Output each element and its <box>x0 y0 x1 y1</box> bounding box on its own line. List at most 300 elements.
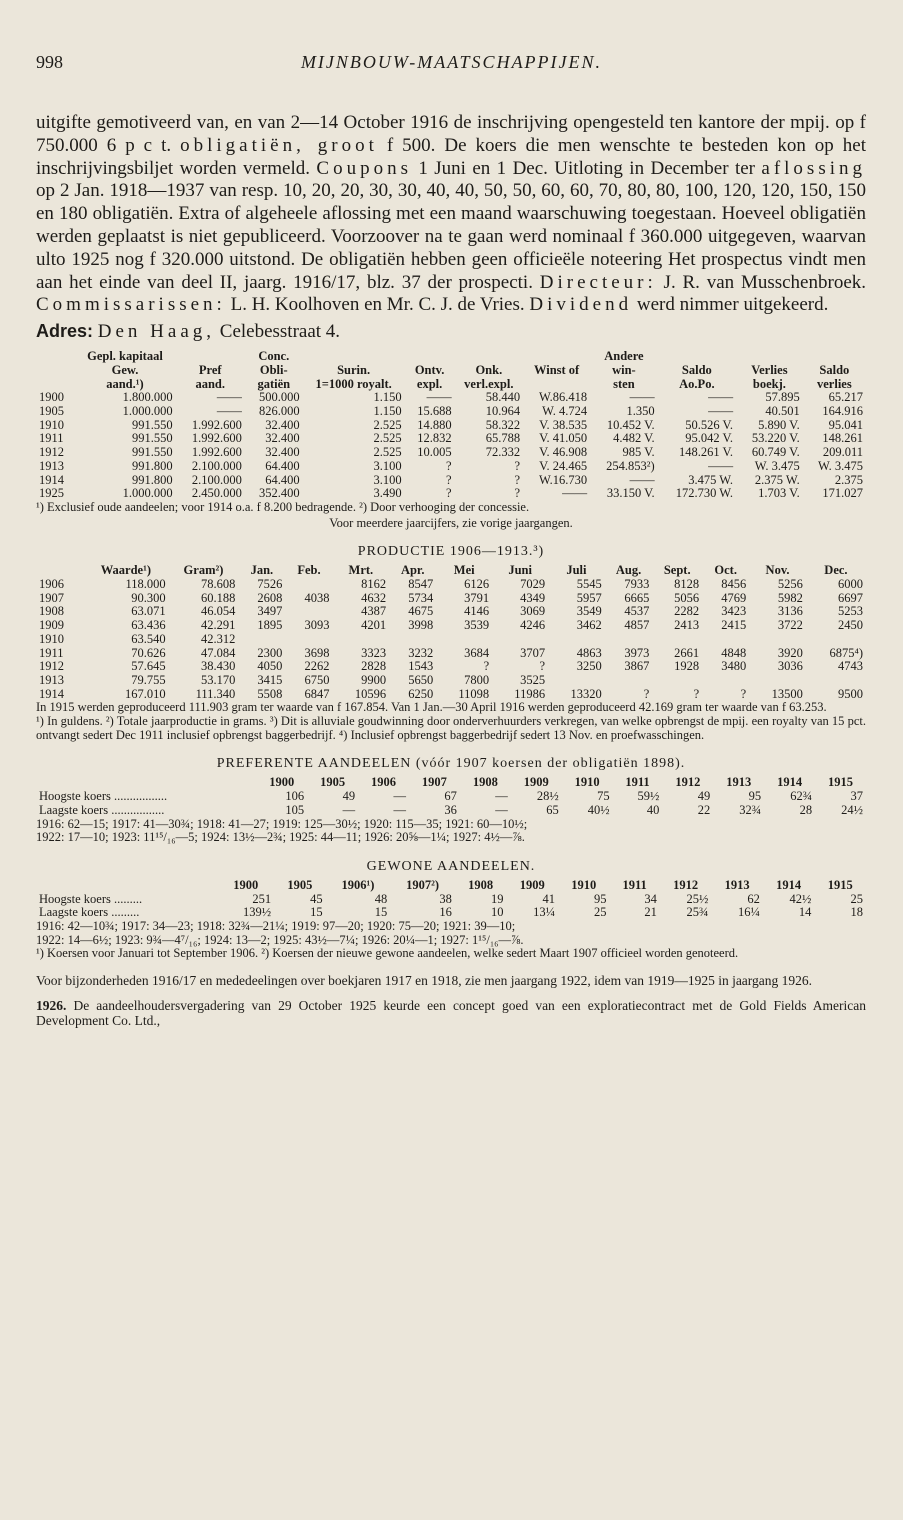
high-price-row-cell: 106 <box>285 789 305 804</box>
low-price-row-cell: 21 <box>644 905 657 920</box>
production-row-cell: ? <box>539 659 546 674</box>
production-row-cell: 1895 <box>257 618 283 633</box>
financial-header-cell: verlies <box>817 376 852 391</box>
production-row-cell: 111.340 <box>195 686 236 701</box>
production-text <box>36 701 866 742</box>
financial-header-cell <box>523 350 590 364</box>
financial-row-cell: 95.042 V. <box>685 431 734 446</box>
production-row-cell <box>749 633 806 647</box>
financial-row-cell: ? <box>446 486 452 501</box>
production-row-cell: ? <box>740 686 747 701</box>
production-row-cell: 1907 <box>39 590 64 605</box>
financial-row-cell: 1.150 <box>373 403 402 418</box>
financial-row-cell: —— <box>629 390 655 405</box>
low-price-row-cell: Laagste koers ......... <box>39 905 140 920</box>
financial-header-cell: Conc. <box>258 349 290 364</box>
financial-row-cell: —— <box>708 403 734 418</box>
production-row-cell: 3480 <box>721 659 747 674</box>
low-price-row-cell: 14 <box>798 905 812 920</box>
intro-text: f 750.000 6 p c t. <box>36 112 866 156</box>
production-row-cell: 1914 <box>39 686 64 701</box>
content <box>36 112 866 1028</box>
price-year-header-cell: 1907 <box>421 775 447 790</box>
production-header-cell: Gram²) <box>183 563 224 578</box>
price-year-header-cell: 1909 <box>523 775 549 790</box>
production-row-cell: 79.755 <box>131 672 166 687</box>
financial-row-cell: 1914 <box>39 472 64 487</box>
address-label: Adres: <box>36 321 94 342</box>
intro-spaced: Directeur: <box>539 271 657 293</box>
low-price-row-cell: 65 <box>546 802 559 817</box>
closing-paragraph: Voor bijzonderheden 1916/17 en mededeelingen over boekjaren 1917 en 1918, zie men jaargang 1922, idem van 1919—1925 in jaargang 1926. <box>36 973 813 989</box>
financial-row-cell: 32.400 <box>265 431 300 446</box>
production-row-cell: 118.000 <box>125 577 166 592</box>
intro-text: f 500. De koers die men wenschte te besteden kon op het inschrijvingsbiljet worden vermeld. <box>36 134 866 179</box>
production-row-cell: 63.071 <box>131 604 166 619</box>
production-row-cell: 1543 <box>408 659 434 674</box>
production-row-cell: 8128 <box>674 577 700 592</box>
low-price-row-cell: 36 <box>444 802 457 817</box>
production-row-cell: 3867 <box>624 659 650 674</box>
production-row-cell: 4743 <box>838 659 863 674</box>
financial-header-cell: Saldo <box>681 362 712 377</box>
production-row-cell: 3525 <box>520 672 546 687</box>
production-row-cell: 9500 <box>838 686 863 701</box>
production-row-cell: 70.626 <box>131 645 166 660</box>
production-row-cell: 60.188 <box>200 590 236 605</box>
production-row-cell: 6875⁴) <box>829 645 863 660</box>
financial-row-cell: 991.800 <box>131 472 173 487</box>
financial-row-cell: 65.788 <box>485 431 521 446</box>
financial-row-cell: 10.964 <box>485 403 521 418</box>
production-header-cell: Apr. <box>400 563 425 578</box>
financial-row-cell: W.86.418 <box>538 390 588 405</box>
production-row-cell <box>285 578 332 592</box>
price-year-header-cell: 1913 <box>726 775 752 790</box>
production-row-cell: 4146 <box>464 604 490 619</box>
financial-row-cell: 2.375 W. <box>754 472 800 487</box>
production-summary: In 1915 werden geproduceerd 111.903 gram ter waarde van f 167.854. Van 1 Jan.—30 April 1916 werden geproduceerd 42.169 gram ter waarde van f 63.253. <box>36 700 827 715</box>
financial-row-cell: 3.100 <box>373 458 402 473</box>
financial-header-cell: Surin. <box>337 362 371 377</box>
intro-text: werd nimmer uitgekeerd. <box>632 294 829 316</box>
production-row-cell: 3250 <box>576 659 602 674</box>
high-price-row-cell: Hoogste koers ................. <box>39 789 168 804</box>
financial-row-cell: W. 3.475 <box>817 458 863 473</box>
financial-row-cell: 148.261 V. <box>678 445 734 460</box>
financial-row-cell: 2.525 <box>373 431 402 446</box>
financial-header-cell: Winst of <box>533 362 580 377</box>
financial-row-cell: 95.041 <box>828 417 863 432</box>
financial-row-cell: 60.749 V. <box>751 445 800 460</box>
address-street: Celebesstraat 4. <box>219 321 341 343</box>
high-price-row-cell: 59½ <box>637 789 660 804</box>
production-row-cell: 4246 <box>520 618 546 633</box>
production-row-cell: 6665 <box>624 590 650 605</box>
financial-row <box>36 432 866 446</box>
gewone-title: GEWONE AANDEELEN. <box>366 858 536 874</box>
production-title: PRODUCTIE 1906—1913.³) <box>357 544 545 560</box>
intro-text: J. R. van Musschenbroek. <box>656 271 866 293</box>
production-row-cell <box>238 633 285 647</box>
financial-row-cell: 500.000 <box>259 390 300 405</box>
closing-year: 1926. <box>36 998 67 1014</box>
production-row-cell: 1909 <box>39 618 64 633</box>
production-row-cell: 2415 <box>721 618 747 633</box>
production-row-cell: 53.170 <box>200 672 236 687</box>
financial-row-cell: 2.100.000 <box>191 458 242 473</box>
production-row-cell: 8456 <box>721 577 747 592</box>
high-price-row-cell: 25½ <box>686 891 709 906</box>
financial-row-cell: 1.992.600 <box>191 417 242 432</box>
price-year-header-cell: 1912 <box>675 775 701 790</box>
financial-row-cell: ? <box>514 472 521 487</box>
production-header-cell: Nov. <box>765 563 790 578</box>
financial-row <box>36 460 866 474</box>
production-row-cell: 2262 <box>304 659 330 674</box>
financial-row-cell: 991.800 <box>131 458 173 473</box>
financial-header-cell: Ao.Po. <box>679 376 715 391</box>
production-header-cell <box>36 564 83 578</box>
production-row-cell: 8547 <box>408 577 434 592</box>
financial-row-cell: 1.150 <box>373 390 402 405</box>
low-price-row-cell: — <box>495 802 508 817</box>
production-row-cell: 3423 <box>721 604 747 619</box>
gewone-line: 1922: 14—6½; 1923: 9¾—4⁷/₁₆; 1924: 13—2; 1925: 43½—7¼; 1926: 20¼—1; 1927: 1¹⁵/₁₆—⅞. <box>36 932 524 947</box>
production-row-cell: 63.540 <box>131 631 166 646</box>
production-row-cell: 3497 <box>257 604 283 619</box>
production-row-cell <box>652 674 702 688</box>
high-price-row-cell: Hoogste koers ......... <box>39 891 143 906</box>
financial-row-cell: 10.452 V. <box>606 417 655 432</box>
production-row-cell: 1910 <box>39 631 64 646</box>
more-years-note: Voor meerdere jaarcijfers, zie vorige jaargangen. <box>329 515 573 530</box>
production-row-cell: 5256 <box>777 577 803 592</box>
financial-header-cell <box>176 350 245 364</box>
financial-row-cell: W. 4.724 <box>542 403 588 418</box>
price-year-header-cell: 1914 <box>776 877 802 892</box>
production-header-cell: Juni <box>508 563 532 578</box>
production-row-cell: 2608 <box>257 590 283 605</box>
price-year-header-cell: 1905 <box>320 775 346 790</box>
low-price-row-cell: — <box>342 802 356 817</box>
production-row-cell <box>605 674 653 688</box>
financial-row-cell: 1.000.000 <box>122 403 173 418</box>
high-price-row-cell: 42½ <box>789 891 812 906</box>
production-row-cell: 3539 <box>464 618 490 633</box>
low-price-row-cell: 15 <box>310 905 323 920</box>
price-year-header-cell: 1913 <box>724 877 750 892</box>
low-price-row-cell: 25¾ <box>686 905 709 920</box>
production-row-cell: ? <box>643 686 650 701</box>
production-row-cell: 6750 <box>304 672 330 687</box>
financial-row-cell: 58.440 <box>485 390 521 405</box>
production-row-cell: 2450 <box>838 618 863 633</box>
financial-footnote: ¹) Exclusief oude aandeelen; voor 1914 o.a. f 8.200 bedragende. ²) Door verhooging der concessie. <box>36 499 530 514</box>
high-price-row-cell: 38 <box>439 891 452 906</box>
production-row-cell: 13320 <box>570 686 602 701</box>
financial-row-cell: V. 24.465 <box>539 458 588 473</box>
low-price-row-cell: 40½ <box>587 802 610 817</box>
production-row <box>36 674 866 688</box>
financial-row <box>36 446 866 460</box>
intro-text: op 2 Jan. 1918—1937 van resp. 10, 20, 20, 30, 30, 40, 40, 50, 50, 60, 60, 70, 80, 80, 100, 120, 120, 150, 150 en 180 obligatiën. Extra of algeheele aflossing met een maand waarschuwing toegestaan. Hoeveel obligatiën werden geplaatst is niet gepubliceerd. Voorzoover na te gaan werd nominaal f 360.000 uitgegeven, waarvan ulto 1925 nog f 320.000 uitstond. De obligatiën hebben geen officieële noteering Het prospectus vindt men aan het einde van deel II, jaarg. 1916/17, blz. 37 der prospecti. <box>36 180 866 293</box>
financial-header-cell <box>455 350 523 364</box>
production-row-cell: 5734 <box>408 590 434 605</box>
high-price-row-cell: 95 <box>593 891 607 906</box>
production-row-cell: 8162 <box>361 577 387 592</box>
financial-row-cell: 826.000 <box>259 403 300 418</box>
intro-spaced: Dividend <box>529 294 633 316</box>
price-year-header-cell <box>36 776 256 790</box>
financial-header-cell: expl. <box>416 376 443 391</box>
production-row-cell: 7933 <box>624 577 650 592</box>
financial-row-cell: W. 3.475 <box>754 458 800 473</box>
high-price-row-cell: 25 <box>850 891 863 906</box>
production-row <box>36 619 866 633</box>
financial-row-cell: 2.375 <box>834 472 863 487</box>
production-row-cell: 5056 <box>674 590 700 605</box>
production-row <box>36 688 866 702</box>
high-price-row-cell: 41 <box>542 891 555 906</box>
financial-row-cell: 50.526 V. <box>685 417 734 432</box>
financial-header-cell: sten <box>613 376 635 391</box>
production-row-cell: 1906 <box>39 577 64 592</box>
production-row-cell: 6250 <box>408 686 434 701</box>
production-row-cell <box>389 633 436 647</box>
financial-header-cell: 1=1000 royalt. <box>315 376 392 391</box>
financial-row-cell: 991.550 <box>131 417 173 432</box>
financial-row-cell: 4.482 V. <box>613 431 655 446</box>
production-row-cell: 63.436 <box>131 618 166 633</box>
production-row-cell: 4675 <box>408 604 434 619</box>
production-row-cell: 2828 <box>361 659 387 674</box>
financial-row-cell: 1913 <box>39 458 64 473</box>
production-row-cell: 3698 <box>304 645 330 660</box>
financial-row-cell: 1.992.600 <box>191 431 242 446</box>
production-row-cell <box>605 633 653 647</box>
intro-text: 1 Juni en 1 Dec. Uitloting in December ter <box>411 157 762 179</box>
financial-header-cell <box>658 350 736 364</box>
financial-row-cell: —— <box>629 472 655 487</box>
production-row-cell: 38.430 <box>200 659 236 674</box>
low-price-row-cell: 10 <box>490 905 504 920</box>
price-year-header-cell: 1911 <box>625 775 650 790</box>
production-header-cell: Juli <box>566 563 587 578</box>
financial-header-cell: Saldo <box>819 362 850 377</box>
production-row-cell <box>749 674 806 688</box>
financial-row-cell: 2.450.000 <box>191 486 242 501</box>
production-row-cell: 3684 <box>464 645 490 660</box>
financial-row-cell: 985 V. <box>622 445 655 460</box>
production-footnote: ¹) In guldens. ²) Totale jaarproductie in grams. ³) Dit is alluviale goudwinning door onderverhuurders verkregen, van welke opbrengst de mpij. een royalty van 15 pct. ontvangt sedert Dec 1911 inclusief opbrengst baggerbedrijf. ⁴) Inclusief opbrengst baggerbedrijf sedert 13 Nov. en proefwasschingen. <box>36 714 866 742</box>
financial-row <box>36 405 866 419</box>
financial-row-cell: 1.000.000 <box>122 486 173 501</box>
financial-row-cell: V. 46.908 <box>539 445 588 460</box>
production-row-cell: 10596 <box>354 686 387 701</box>
price-year-header-cell: 1915 <box>828 775 854 790</box>
preferent-lines <box>36 818 866 845</box>
production-row-cell: 3415 <box>257 672 283 687</box>
high-price-row <box>36 790 866 804</box>
financial-row-cell: V. 38.535 <box>539 417 588 432</box>
financial-row-cell: —— <box>708 390 734 405</box>
low-price-row-cell: 16 <box>439 905 452 920</box>
production-row-cell: 42.291 <box>200 618 236 633</box>
financial-row-cell: 2.100.000 <box>191 472 242 487</box>
production-row-cell: 3136 <box>777 604 803 619</box>
financial-row-cell: 1912 <box>39 445 64 460</box>
high-price-row-cell: 48 <box>374 891 388 906</box>
production-header-cell: Dec. <box>824 563 848 578</box>
production-table <box>36 564 866 701</box>
production-header-cell: Mei <box>453 563 475 578</box>
production-row-cell: 4349 <box>520 590 546 605</box>
price-year-header-cell: 1900 <box>269 775 295 790</box>
high-price-row-cell: 62¾ <box>790 789 813 804</box>
production-row-cell: 9900 <box>361 672 387 687</box>
high-price-row-cell: 49 <box>342 789 356 804</box>
financial-row-cell: 148.261 <box>822 431 863 446</box>
financial-header-cell <box>803 350 866 364</box>
production-row-cell <box>702 633 749 647</box>
preferent-line: 1916: 62—15; 1917: 41—30¾; 1918: 41—27; 1919: 125—30½; 1920: 115—35; 1921: 60—10½; <box>36 816 528 831</box>
financial-header-cell: win- <box>612 362 636 377</box>
financial-header-cell <box>36 364 74 378</box>
production-row-cell: 57.645 <box>131 659 166 674</box>
financial-row-cell: 5.890 V. <box>758 417 800 432</box>
production-row-cell: 3036 <box>777 659 803 674</box>
financial-header-cell <box>523 378 590 392</box>
low-price-row-cell: 18 <box>850 905 863 920</box>
financial-header-cell: Gew. <box>111 362 139 377</box>
financial-row-cell: 1925 <box>39 486 64 501</box>
low-price-row-cell: 24½ <box>841 802 863 817</box>
production-row-cell: 1911 <box>39 645 64 660</box>
production-row-cell: 46.054 <box>200 604 236 619</box>
production-row-cell: 4848 <box>721 645 747 660</box>
financial-row-cell: 14.880 <box>417 417 452 432</box>
production-row-cell: 4632 <box>361 590 387 605</box>
financial-row-cell: 1.992.600 <box>191 445 242 460</box>
financial-header-cell <box>303 350 405 364</box>
financial-header-cell <box>36 350 74 364</box>
closing-paragraph: De aandeelhoudersvergadering van 29 October 1925 keurde een concept goed van een exploratiecontract met de Gold Fields American Development Co. Ltd., <box>36 998 866 1029</box>
financial-row-cell: 72.332 <box>485 445 521 460</box>
price-year-header-cell: 1905 <box>287 877 313 892</box>
financial-row-cell: 3.100 <box>373 472 402 487</box>
production-header-cell: Mrt. <box>348 563 374 578</box>
financial-row-cell: 12.832 <box>417 431 452 446</box>
production-row-cell: 7800 <box>464 672 490 687</box>
financial-row-cell: 991.550 <box>131 431 173 446</box>
low-price-row-cell: 16¼ <box>738 905 760 920</box>
financial-header-cell: Verlies <box>751 362 788 377</box>
price-year-header-cell: 1912 <box>673 877 699 892</box>
production-row-cell <box>806 633 866 647</box>
gewone-footnote: ¹) Koersen voor Januari tot September 1906. ²) Koersen der nieuwe gewone aandeelen, welke sedert Maart 1907 officieel worden genoteerd. <box>36 946 739 961</box>
production-row-cell: 5650 <box>408 672 434 687</box>
production-row-cell: ? <box>483 659 490 674</box>
financial-row <box>36 487 866 501</box>
production-row-cell <box>702 674 749 688</box>
production-row-cell: 3998 <box>408 618 434 633</box>
production-row-cell: 7526 <box>257 577 283 592</box>
intro-text: L. H. Koolhoven en Mr. C. J. de Vries. <box>225 294 530 316</box>
financial-row-cell: —— <box>216 403 242 418</box>
production-row-cell: 4050 <box>257 659 283 674</box>
production-row-cell: 4857 <box>624 618 650 633</box>
high-price-row-cell: 95 <box>748 789 762 804</box>
financial-header-cell: gatiën <box>257 376 291 391</box>
production-row-cell: 3462 <box>576 618 602 633</box>
production-row-cell <box>548 674 605 688</box>
closing-text <box>36 973 866 1028</box>
production-row-cell: 4769 <box>721 590 747 605</box>
financial-row <box>36 474 866 488</box>
price-year-header-cell: 1906 <box>371 775 397 790</box>
production-header-cell: Sept. <box>663 563 691 578</box>
intro-spaced: obligatiën, groot <box>180 134 378 156</box>
production-row-cell: 7029 <box>520 577 546 592</box>
financial-row-cell: 65.217 <box>828 390 863 405</box>
production-row <box>36 647 866 661</box>
production-row <box>36 578 866 592</box>
production-row-cell: 3069 <box>520 604 546 619</box>
low-price-row <box>36 804 866 818</box>
financial-row-cell: 1910 <box>39 417 64 432</box>
high-price-row-cell: 34 <box>644 891 657 906</box>
production-row-cell: 6000 <box>838 577 863 592</box>
financial-header-cell: aand.¹) <box>106 376 144 391</box>
financial-header-cell: Onk. <box>475 362 503 377</box>
financial-row-cell: V. 41.050 <box>539 431 588 446</box>
financial-header-cell: Obli- <box>259 362 288 377</box>
production-row-cell <box>436 633 492 647</box>
production-row-cell: 6126 <box>464 577 490 592</box>
financial-row-cell: 32.400 <box>265 417 300 432</box>
financial-row-cell: 1.800.000 <box>122 390 173 405</box>
financial-row-cell: —— <box>562 486 588 501</box>
low-price-row-cell: 139½ <box>242 905 272 920</box>
financial-row-cell: 64.400 <box>265 458 300 473</box>
production-row-cell: 167.010 <box>125 686 166 701</box>
production-row-cell <box>652 633 702 647</box>
financial-row-cell: 254.853²) <box>606 458 655 473</box>
financial-row-cell: 58.322 <box>485 417 521 432</box>
financial-row-cell: 991.550 <box>131 445 173 460</box>
intro-spaced: aflossing <box>761 157 866 179</box>
production-row-cell: 4387 <box>361 604 387 619</box>
production-header-cell: Jan. <box>250 563 274 578</box>
production-row-cell: 11986 <box>514 686 546 701</box>
price-year-header-cell: 1908 <box>468 877 494 892</box>
financial-header <box>36 378 866 392</box>
financial-row-cell: 64.400 <box>265 472 300 487</box>
production-row-cell: 78.608 <box>200 577 236 592</box>
high-price-row-cell: 67 <box>444 789 457 804</box>
high-price-row-cell: 49 <box>697 789 711 804</box>
financial-header-cell <box>36 378 74 392</box>
address-city: Den Haag, <box>97 321 216 343</box>
financial-row-cell: 172.730 W. <box>675 486 734 501</box>
gewone-line: 1916: 42—10¾; 1917: 34—23; 1918: 32¾—21¼; 1919: 97—20; 1920: 75—20; 1921: 39—10; <box>36 919 516 934</box>
production-row-cell: 1908 <box>39 604 64 619</box>
production-header-cell: Waarde¹) <box>100 563 152 578</box>
financial-row-cell: 1911 <box>39 431 64 446</box>
high-price-row-cell: 45 <box>310 891 323 906</box>
financial-row-cell: 2.525 <box>373 445 402 460</box>
